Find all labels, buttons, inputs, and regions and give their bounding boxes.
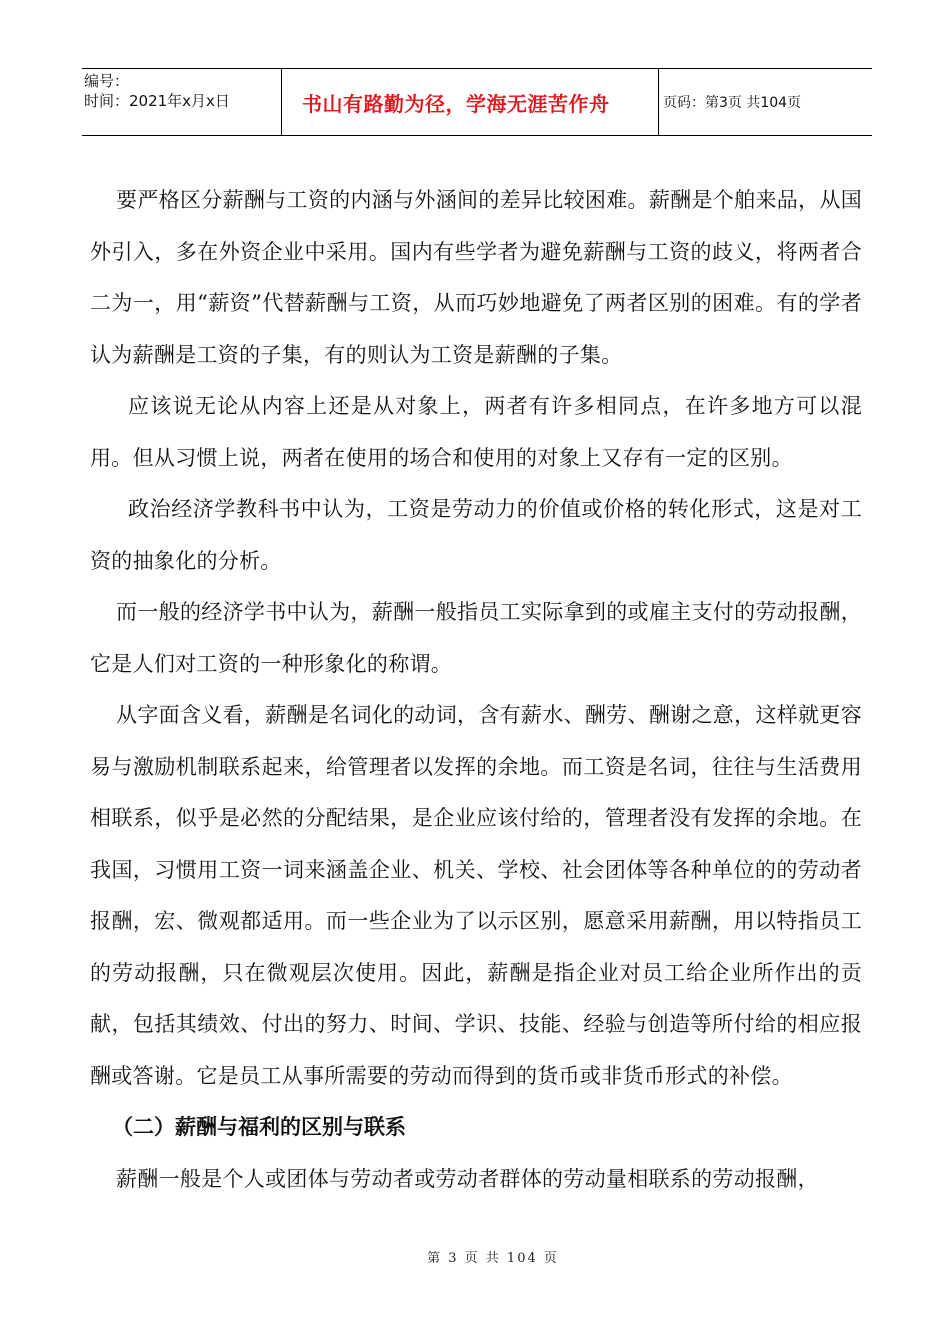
body-paragraph: 要严格区分薪酬与工资的内涵与外涵间的差异比较困难。薪酬是个舶来品，从国外引入，多在外资企业中采用。国内有些学者为避免薪酬与工资的歧义，将两者合二为一，用“薪资”代替薪酬与工资，从而巧妙地避免了两者区别的困难。有的学者认为薪酬是工资的子集，有的则认为工资是薪酬的子集。: [90, 188, 862, 367]
body-paragraph: 而一般的经济学书中认为，薪酬一般指员工实际拿到的或雇主支付的劳动报酬，它是人们对工资的一种形象化的称谓。: [90, 600, 862, 676]
body-paragraph: 薪酬一般是个人或团体与劳动者或劳动者群体的劳动量相联系的劳动报酬，: [116, 1166, 819, 1191]
body-paragraph: 应该说无论从内容上还是从对象上，两者有许多相同点，在许多地方可以混用。但从习惯上说，两者在使用的场合和使用的对象上又存有一定的区别。: [90, 394, 862, 470]
header-page-info: 页码：第3页 共104页: [663, 95, 802, 111]
header-motto-cell: [282, 69, 659, 135]
document-number-label: 编号：: [84, 72, 130, 90]
page-footer: 第 3 页 共 104 页: [427, 1251, 559, 1266]
body-paragraph: 政治经济学教科书中认为，工资是劳动力的价值或价格的转化形式，这是对工资的抽象化的分析。: [90, 497, 862, 573]
document-header: [82, 68, 872, 136]
body-paragraph: 从字面含义看，薪酬是名词化的动词，含有薪水、酬劳、酬谢之意，这样就更容易与激励机制联系起来，给管理者以发挥的余地。而工资是名词，往往与生活费用相联系，似乎是必然的分配结果，是企业应该付给的，管理者没有发挥的余地。在我国，习惯用工资一词来涵盖企业、机关、学校、社会团体等各种单位的的劳动者报酬，宏、微观都适用。而一些企业为了以示区别，愿意采用薪酬，用以特指员工的劳动报酬，只在微观层次使用。因此，薪酬是指企业对员工给企业所作出的贡献，包括其绩效、付出的努力、时间、学识、技能、经验与创造等所付给的相应报酬或答谢。它是员工从事所需要的劳动而得到的货币或非货币形式的补偿。: [90, 703, 862, 1088]
header-motto: 书山有路勤为径，学海无涯苦作舟: [302, 91, 610, 116]
section-heading: （二）薪酬与福利的区别与联系: [112, 1115, 406, 1139]
document-body: [90, 175, 862, 1205]
header-meta-cell: [82, 69, 282, 135]
header-page-cell: [659, 69, 872, 135]
document-time-label: 时间：2021年x月x日: [84, 92, 230, 110]
